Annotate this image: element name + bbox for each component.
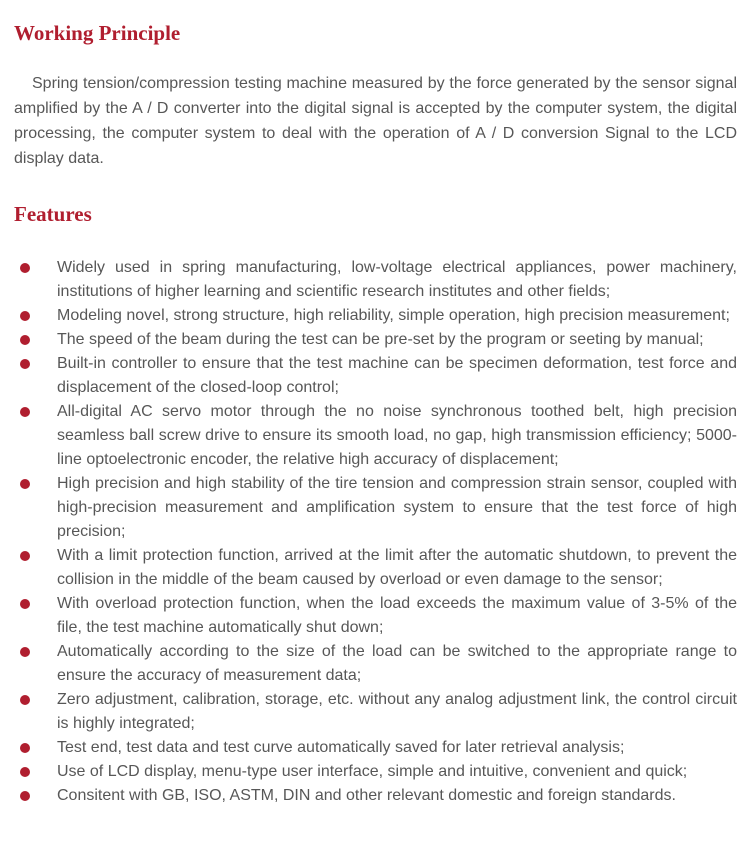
feature-item bbox=[14, 544, 737, 592]
bullet-icon bbox=[20, 263, 30, 273]
feature-text: Automatically according to the size of the load can be switched to the appropriate range to ensure the accuracy of measurement data; bbox=[57, 643, 737, 684]
bullet-icon bbox=[20, 791, 30, 801]
bullet-icon bbox=[20, 599, 30, 609]
bullet-icon bbox=[20, 335, 30, 345]
feature-item bbox=[14, 400, 737, 472]
feature-item bbox=[14, 784, 737, 808]
bullet-icon bbox=[20, 767, 30, 777]
feature-item bbox=[14, 688, 737, 736]
bullet-icon bbox=[20, 743, 30, 753]
feature-item bbox=[14, 736, 737, 760]
feature-text: The speed of the beam during the test can be pre-set by the program or seeting by manual; bbox=[57, 331, 704, 348]
bullet-icon bbox=[20, 647, 30, 657]
feature-text: With a limit protection function, arrived at the limit after the automatic shutdown, to prevent the collision in the middle of the beam caused by overload or even damage to the sensor; bbox=[57, 547, 737, 588]
feature-item bbox=[14, 640, 737, 688]
feature-item bbox=[14, 328, 737, 352]
feature-text: Built-in controller to ensure that the test machine can be specimen deformation, test force and displacement of the closed-loop control; bbox=[57, 355, 737, 396]
feature-item bbox=[14, 304, 737, 328]
bullet-icon bbox=[20, 359, 30, 369]
bullet-icon bbox=[20, 695, 30, 705]
feature-item bbox=[14, 760, 737, 784]
feature-text: Modeling novel, strong structure, high reliability, simple operation, high precision measurement; bbox=[57, 307, 730, 324]
feature-text: All-digital AC servo motor through the no noise synchronous toothed belt, high precision seamless ball screw drive to ensure its smooth load, no gap, high transmission efficiency; 5000-line optoelectronic encoder, the relative high accuracy of displacement; bbox=[57, 403, 737, 468]
feature-item bbox=[14, 352, 737, 400]
feature-text: With overload protection function, when the load exceeds the maximum value of 3-5% of the file, the test machine automatically shut down; bbox=[57, 595, 737, 636]
feature-text: Widely used in spring manufacturing, low-voltage electrical appliances, power machinery, institutions of higher learning and scientific research institutes and other fields; bbox=[57, 259, 737, 300]
feature-item bbox=[14, 592, 737, 640]
feature-text: Test end, test data and test curve automatically saved for later retrieval analysis; bbox=[57, 739, 625, 756]
bullet-icon bbox=[20, 407, 30, 417]
feature-text: Consitent with GB, ISO, ASTM, DIN and other relevant domestic and foreign standards. bbox=[57, 787, 676, 804]
feature-text: High precision and high stability of the tire tension and compression strain sensor, coupled with high-precision measurement and amplification system to ensure that the test force of high precision; bbox=[57, 475, 737, 540]
working-principle-heading: Working Principle bbox=[14, 21, 181, 45]
bullet-icon bbox=[20, 479, 30, 489]
feature-item bbox=[14, 472, 737, 544]
bullet-icon bbox=[20, 551, 30, 561]
feature-item bbox=[14, 256, 737, 304]
feature-text: Use of LCD display, menu-type user interface, simple and intuitive, convenient and quick; bbox=[57, 763, 688, 780]
bullet-icon bbox=[20, 311, 30, 321]
working-principle-paragraph: Spring tension/compression testing machine measured by the force generated by the sensor signal amplified by the A / D converter into the digital signal is accepted by the computer system, the digital processing, the computer system to deal with the operation of A / D conversion Signal to the LCD display data. bbox=[14, 75, 737, 167]
features-heading: Features bbox=[14, 202, 92, 226]
features-list bbox=[14, 256, 737, 808]
feature-text: Zero adjustment, calibration, storage, etc. without any analog adjustment link, the control circuit is highly integrated; bbox=[57, 691, 737, 732]
